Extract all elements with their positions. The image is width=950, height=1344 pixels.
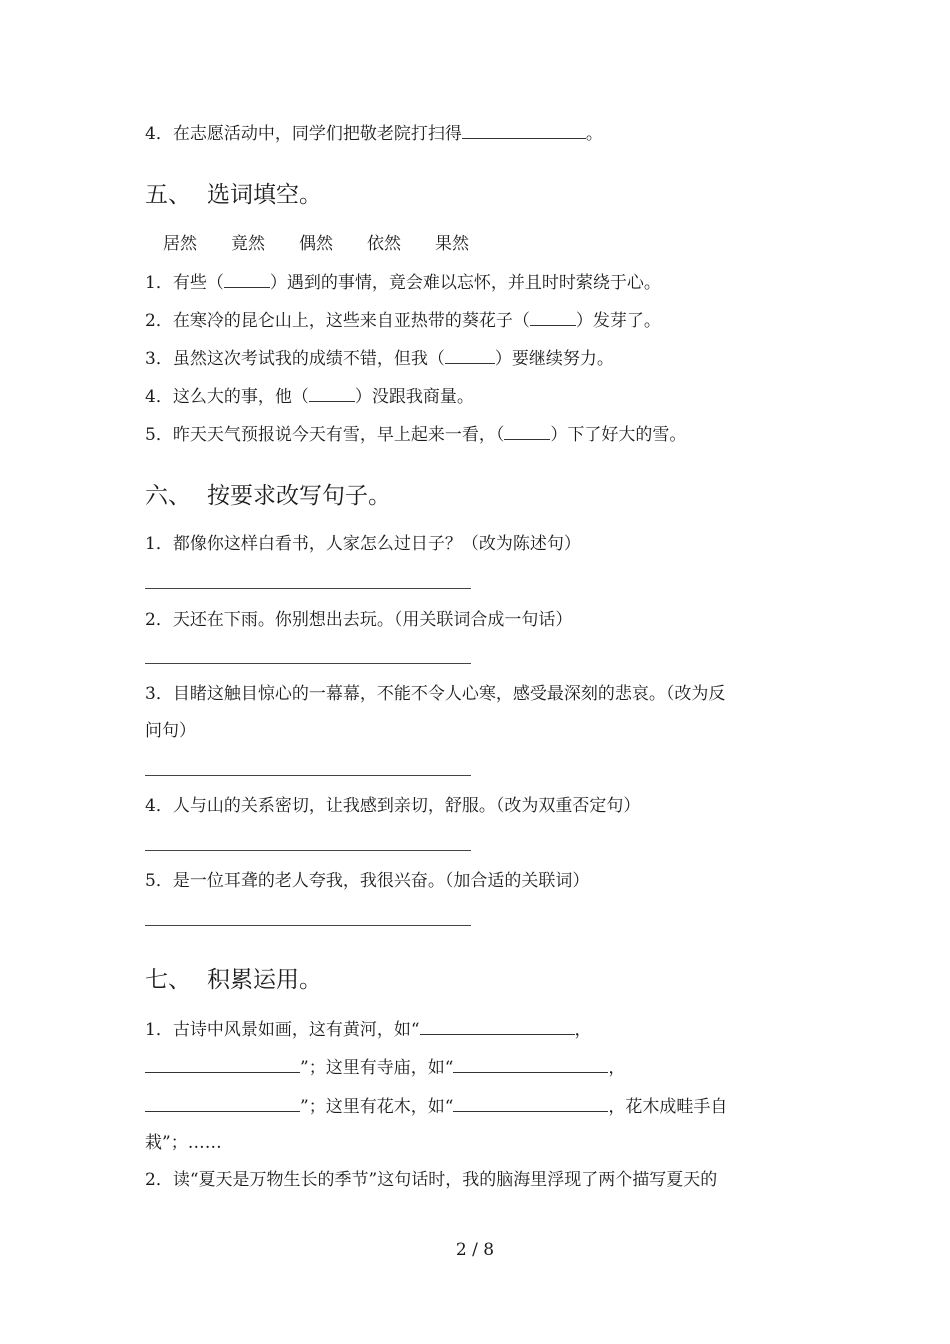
item-text: ）下了好大的雪。	[550, 425, 687, 445]
word-bank-item: 依然	[367, 234, 401, 254]
word-bank-item: 偶然	[299, 234, 333, 254]
item-text: ，花木成畦手自	[608, 1097, 728, 1117]
word-bank-item: 居然	[163, 234, 197, 254]
answer-blank[interactable]	[420, 1017, 575, 1035]
answer-line[interactable]	[145, 663, 471, 664]
section6-item: 5．是一位耳聋的老人夸我，我很兴奋。（加合适的关联词）	[145, 871, 590, 891]
section5-heading	[145, 180, 322, 210]
section7-title: 积累运用。	[207, 967, 322, 993]
answer-blank[interactable]	[504, 422, 550, 440]
answer-line[interactable]	[145, 850, 471, 851]
section6-item: 4．人与山的关系密切，让我感到亲切，舒服。（改为双重否定句）	[145, 796, 641, 816]
answer-line[interactable]	[145, 588, 471, 589]
answer-blank[interactable]	[145, 1055, 300, 1073]
answer-line[interactable]	[145, 925, 471, 926]
section6-heading	[145, 481, 391, 511]
section6-item: 3．目睹这触目惊心的一幕幕，不能不令人心寒，感受最深刻的悲哀。（改为反	[145, 684, 726, 704]
section7-q2-line1: 2．读“夏天是万物生长的季节”这句话时，我的脑海里浮现了两个描写夏天的	[145, 1170, 718, 1190]
section7-heading	[145, 965, 322, 995]
section5-item	[145, 308, 661, 333]
item-text: ）发芽了。	[575, 311, 661, 331]
item-text: 2．在寒冷的昆仑山上，这些来自亚热带的葵花子（	[145, 311, 530, 331]
section5-item	[145, 422, 686, 447]
answer-blank[interactable]	[224, 270, 270, 288]
section7-q1-line1	[145, 1017, 592, 1042]
item-text: ”；这里有花木，如“	[300, 1097, 454, 1117]
answer-blank[interactable]	[453, 1094, 608, 1112]
item-text: 3．虽然这次考试我的成绩不错，但我（	[145, 349, 445, 369]
item-text: 1．有些（	[145, 273, 224, 293]
section4-item4	[145, 121, 603, 146]
item-text: ，	[574, 1020, 592, 1040]
answer-blank[interactable]	[530, 308, 576, 326]
section5-item	[145, 384, 474, 409]
word-bank-item: 果然	[435, 234, 469, 254]
section4-item4-text: 4．在志愿活动中，同学们把敬老院打扫得	[145, 124, 462, 144]
word-bank	[163, 232, 503, 256]
item-text: 5．昨天天气预报说今天有雪，早上起来一看，（	[145, 425, 505, 445]
section6-number: 六、	[145, 483, 191, 509]
section6-item-continued: 问句）	[145, 721, 196, 741]
section5-item	[145, 270, 661, 295]
section7-number: 七、	[145, 967, 191, 993]
section7-q1-line2	[145, 1055, 625, 1080]
section5-item	[145, 346, 614, 371]
section7-q1-line3	[145, 1094, 727, 1119]
word-bank-item: 竟然	[231, 234, 265, 254]
answer-blank[interactable]	[309, 384, 355, 402]
section7-q1-line4: 栽”；……	[145, 1133, 222, 1153]
item-text: ）要继续努力。	[494, 349, 614, 369]
answer-blank[interactable]	[453, 1055, 608, 1073]
answer-line[interactable]	[145, 775, 471, 776]
section4-item4-end: 。	[585, 124, 603, 144]
section6-title: 按要求改写句子。	[207, 483, 391, 509]
answer-blank[interactable]	[145, 1094, 300, 1112]
answer-blank[interactable]	[445, 346, 495, 364]
item-text: ，	[608, 1058, 626, 1078]
item-text: 1．古诗中风景如画，这有黄河，如“	[145, 1020, 420, 1040]
section5-number: 五、	[145, 182, 191, 208]
answer-blank[interactable]	[462, 121, 586, 139]
section6-item: 2．天还在下雨。你别想出去玩。（用关联词合成一句话）	[145, 610, 573, 630]
item-text: ）没跟我商量。	[354, 387, 474, 407]
item-text: 4．这么大的事，他（	[145, 387, 309, 407]
page-number: 2 / 8	[455, 1240, 495, 1260]
section5-title: 选词填空。	[207, 182, 322, 208]
item-text: ）遇到的事情，竟会难以忘怀，并且时时萦绕于心。	[269, 273, 661, 293]
item-text: ”；这里有寺庙，如“	[300, 1058, 454, 1078]
section6-item: 1．都像你这样白看书，人家怎么过日子？（改为陈述句）	[145, 534, 581, 554]
